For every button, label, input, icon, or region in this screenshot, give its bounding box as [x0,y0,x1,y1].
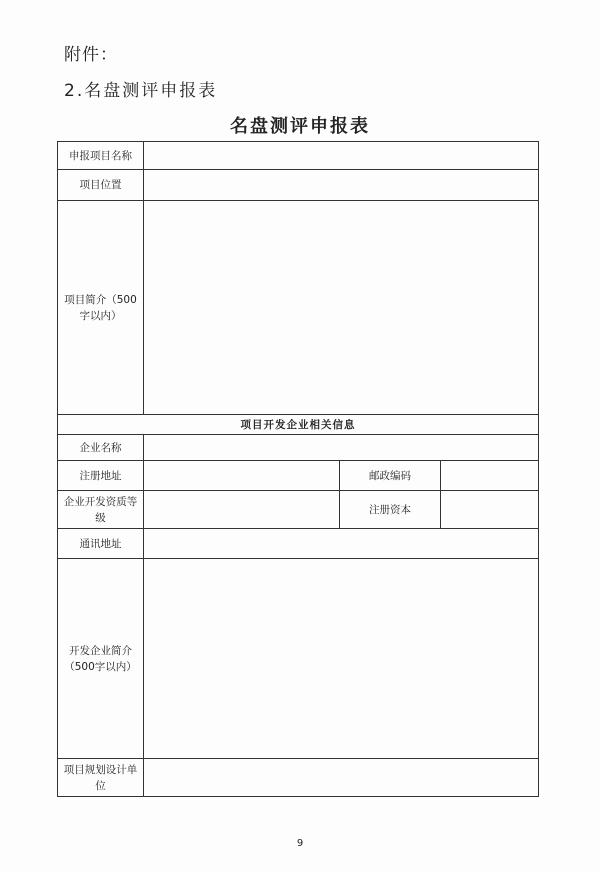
row-project-intro [58,201,539,415]
field-project-location[interactable] [144,170,539,201]
row-section-header [58,415,539,435]
label-company-name: 企业名称 [58,435,144,461]
field-qualification[interactable] [144,491,340,529]
label-project-location: 项目位置 [58,170,144,201]
row-registered-address [58,461,539,491]
field-mailing-address[interactable] [144,529,539,559]
label-registered-address: 注册地址 [58,461,144,491]
label-project-intro: 项目简介（500字以内） [58,201,144,415]
form-title: 名盘测评申报表 [230,116,370,137]
row-project-location [58,170,539,201]
field-design-unit[interactable] [144,759,539,797]
row-project-name [58,142,539,170]
section-header-company-info: 项目开发企业相关信息 [58,415,539,435]
field-registered-capital[interactable] [441,491,539,529]
row-mailing-address [58,529,539,559]
label-design-unit: 项目规划设计单位 [58,759,144,797]
label-qualification: 企业开发资质等级 [58,491,144,529]
field-company-intro[interactable] [144,559,539,759]
row-company-intro [58,559,539,759]
row-company-name [58,435,539,461]
attachment-subtitle: 2.名盘测评申报表 [64,81,218,101]
field-project-name[interactable] [144,142,539,170]
label-project-name: 申报项目名称 [58,142,144,170]
application-form-table [57,141,539,797]
label-postal-code: 邮政编码 [340,461,441,491]
field-project-intro[interactable] [144,201,539,415]
field-postal-code[interactable] [441,461,539,491]
page-number: 9 [296,838,304,849]
label-registered-capital: 注册资本 [340,491,441,529]
field-registered-address[interactable] [144,461,340,491]
label-company-intro: 开发企业简介（500字以内） [58,559,144,759]
field-company-name[interactable] [144,435,539,461]
label-mailing-address: 通讯地址 [58,529,144,559]
row-qualification [58,491,539,529]
attachment-label: 附件： [64,45,118,65]
row-design-unit [58,759,539,797]
